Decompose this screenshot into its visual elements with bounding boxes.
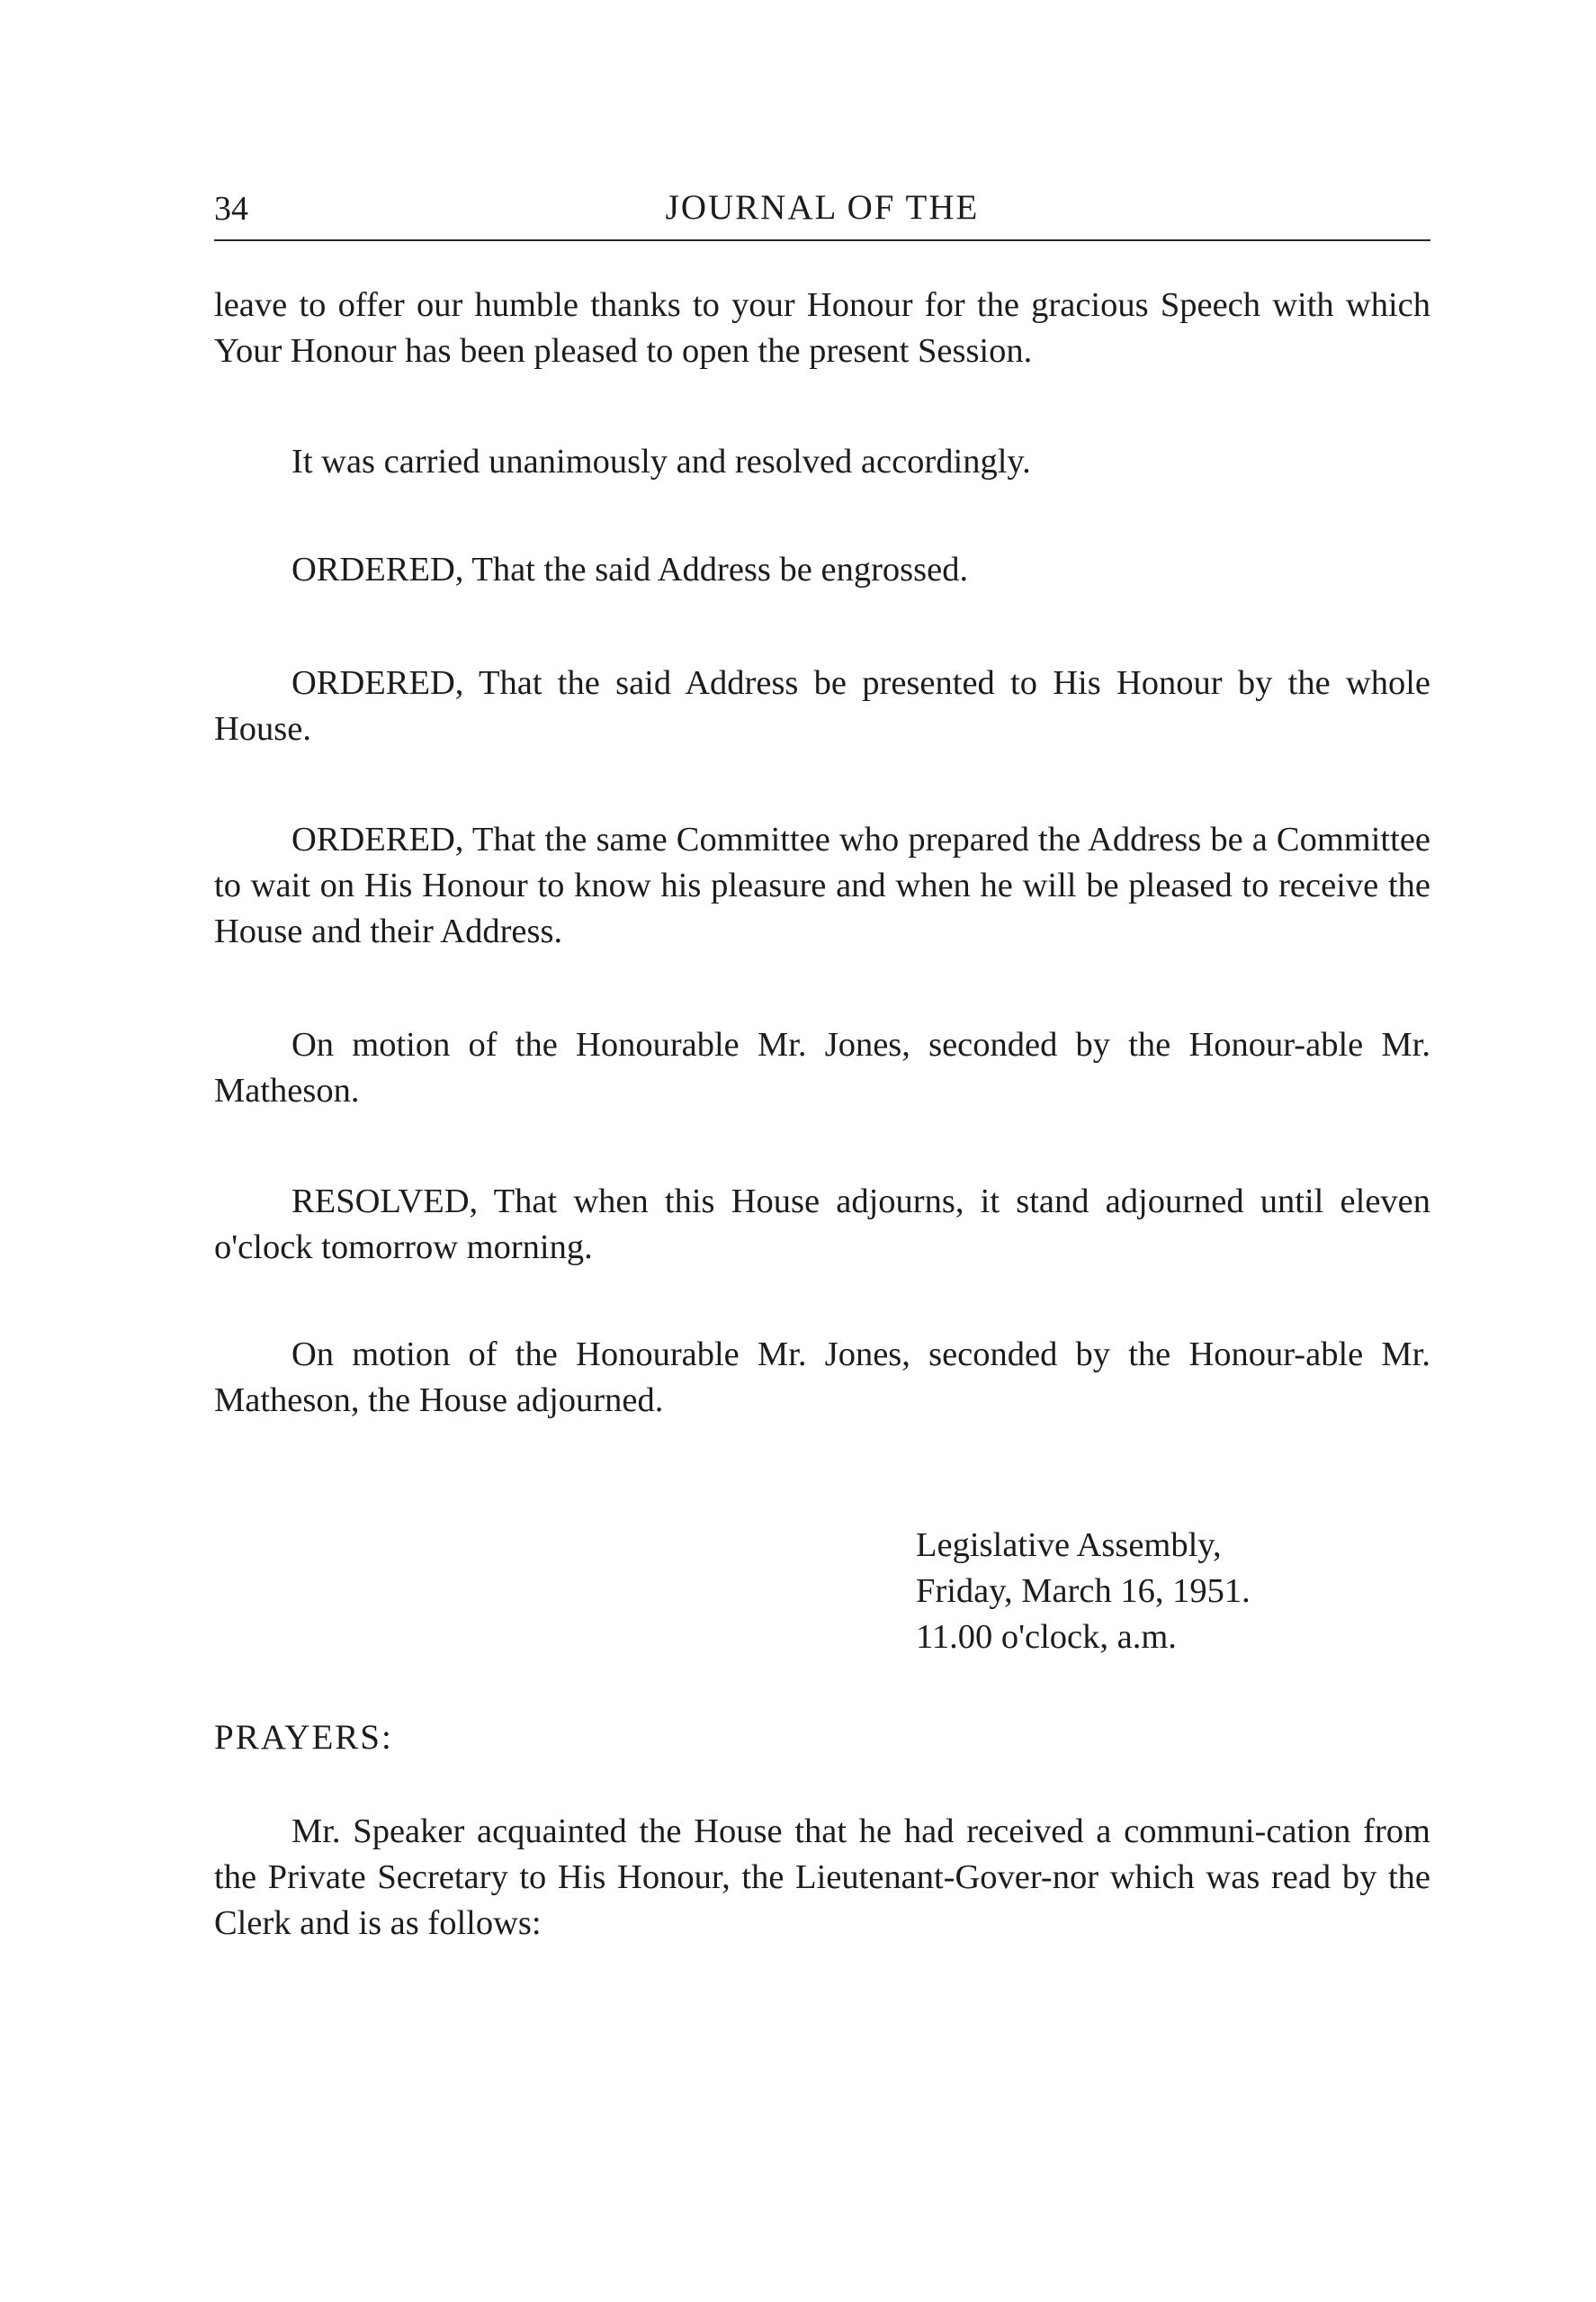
running-title: JOURNAL OF THE [665, 188, 980, 227]
paragraph-motion-adjourned: On motion of the Honourable Mr. Jones, seconded by the Honour-able Mr. Matheson, the House adjourned. [214, 1335, 1430, 1419]
paragraph-motion-jones: On motion of the Honourable Mr. Jones, seconded by the Honour-able Mr. Matheson. [214, 1026, 1430, 1110]
section-heading-prayers: PRAYERS: [214, 1718, 393, 1757]
page-number: 34 [214, 190, 248, 228]
paragraph-ordered-presented: ORDERED, That the said Address be presented to His Honour by the whole House. [214, 664, 1430, 748]
paragraph-carried-unanimously: It was carried unanimously and resolved accordingly. [291, 443, 1031, 481]
dateline-time: 11.00 o'clock, a.m. [916, 1618, 1177, 1656]
paragraph-address-thanks: leave to offer our humble thanks to your Honour for the gracious Speech with which Your Honour has been pleased to open the present Session. [214, 286, 1430, 370]
paragraph-ordered-committee: ORDERED, That the same Committee who prepared the Address be a Committee to wait on His Honour to know his pleasure and when he will be pleased to receive the House and their Address. [214, 821, 1430, 950]
dateline-assembly: Legislative Assembly, [916, 1526, 1222, 1564]
paragraph-ordered-engrossed: ORDERED, That the said Address be engrossed. [291, 551, 969, 589]
page-header [214, 176, 1430, 241]
sitting-dateline [916, 1523, 1420, 1660]
paragraph-resolved-adjourn: RESOLVED, That when this House adjourns, it stand adjourned until eleven o'clock tomorrow morning. [214, 1182, 1430, 1266]
paragraph-speaker-communication: Mr. Speaker acquainted the House that he had received a communi-cation from the Private Secretary to His Honour, the Lieutenant-Gover-nor which was read by the Clerk and is as follows: [214, 1812, 1430, 1942]
dateline-date: Friday, March 16, 1951. [916, 1572, 1251, 1610]
